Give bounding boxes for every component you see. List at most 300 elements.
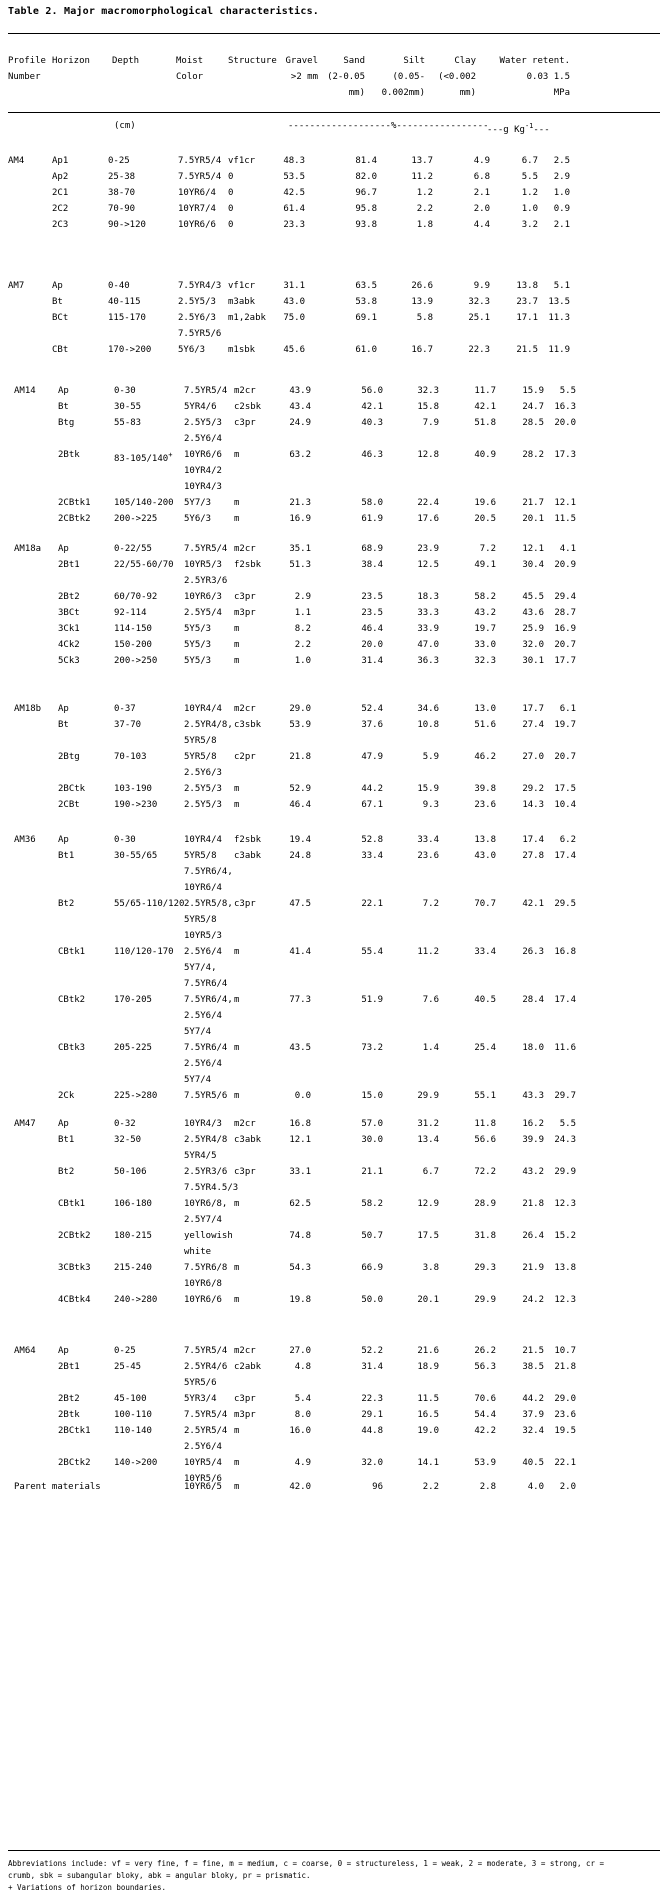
header-cell: Horizon [52,56,90,66]
horizon: Ap [58,835,69,845]
value-g: 43.9 [289,386,311,396]
depth [114,1295,157,1306]
value-g: 77.3 [289,995,311,1005]
value-w1: 32.0 [522,640,544,650]
value-si: 11.2 [417,947,439,957]
structure: m [234,1295,240,1305]
value-g: 74.8 [289,1231,311,1241]
value-sa: 52.8 [361,835,383,845]
header-cell: Sand [343,56,365,66]
value-cl: 53.9 [474,1458,496,1468]
structure: m [234,947,240,957]
value-si: 7.2 [422,899,439,909]
value-w2: 11.5 [554,514,576,524]
horizon: 2Bt2 [58,592,80,602]
value-cl: 11.8 [474,1119,496,1129]
depth-value: 110/120-170 [114,947,174,957]
value-cl: 2.0 [473,204,490,214]
depth [108,345,151,356]
value-w2: 19.7 [554,720,576,730]
depth-value: 0-37 [114,704,136,714]
depth-value: 45-100 [114,1394,147,1404]
value-sa: 42.1 [361,402,383,412]
value-cl: 23.6 [474,800,496,810]
value-w1: 6.7 [521,156,538,166]
value-w2: 2.9 [553,172,570,182]
value-si: 23.9 [417,544,439,554]
depth-value: 240->280 [114,1295,158,1305]
value-cl: 22.3 [468,345,490,355]
value-w1: 1.0 [521,204,538,214]
value-w1: 17.1 [516,313,538,323]
value-g: 75.0 [283,313,305,323]
value-sa: 93.8 [355,220,377,230]
header-cell: Depth [112,56,140,66]
unit-water-exponent: -1 [524,122,534,130]
depth-value: 83-105/140 [114,454,169,464]
value-g: 2.9 [294,592,311,602]
horizon: 2CBtk1 [58,498,91,508]
horizon: Btg [58,418,75,428]
horizon: 2Btk [58,1410,80,1420]
horizon: 2CBtk2 [58,514,91,524]
depth-value: 200->225 [114,514,158,524]
depth [114,608,147,619]
structure: m3pr [234,1410,256,1420]
value-si: 2.2 [422,1482,439,1492]
structure: m [234,450,240,460]
moist-color: yellowish [184,1231,233,1241]
structure: m [234,624,240,634]
depth [114,640,152,651]
depth-value: 60/70-92 [114,592,158,602]
footnote-line: crumb, sbk = subangular bloky, abk = angular bloky, pr = prismatic. [8,1871,311,1880]
value-cl: 72.2 [474,1167,496,1177]
value-si: 5.9 [422,752,439,762]
moist-color: 2.5Y5/4 [184,608,222,618]
moist-color: 7.5YR5/4 [184,1410,228,1420]
value-w1: 12.1 [522,544,544,554]
value-w2: 2.5 [553,156,570,166]
value-si: 16.7 [411,345,433,355]
value-w1: 29.2 [522,784,544,794]
moist-color: 10YR6/8 [184,1279,222,1289]
value-w1: 13.8 [516,281,538,291]
moist-color: 2.5Y5/3 [178,297,216,307]
value-cl: 32.3 [468,297,490,307]
value-g: 19.4 [289,835,311,845]
value-w2: 20.7 [554,640,576,650]
horizon: Bt [52,297,63,307]
value-w2: 16.8 [554,947,576,957]
structure: m1,2abk [228,313,266,323]
value-si: 7.9 [422,418,439,428]
structure: m [234,1426,240,1436]
moist-color: 7.5YR5/4 [178,172,222,182]
value-cl: 32.3 [474,656,496,666]
depth [114,899,184,910]
structure: 0 [228,220,234,230]
unit-percent: -------------------%----------------- [288,121,489,131]
profile-number: AM14 [14,386,36,396]
value-si: 14.1 [417,1458,439,1468]
value-w2: 6.2 [559,835,576,845]
horizon: 2Bt1 [58,560,80,570]
depth [114,1426,152,1437]
header-cell: mm) [459,88,476,98]
moist-color: 5YR4/5 [184,1151,217,1161]
value-w1: 28.5 [522,418,544,428]
depth [114,450,172,465]
depth-value: 32-50 [114,1135,142,1145]
value-cl: 54.4 [474,1410,496,1420]
moist-color: 2.5YR5/8, [184,899,233,909]
value-sa: 40.3 [361,418,383,428]
value-sa: 46.4 [361,624,383,634]
moist-color: 10YR4/4 [184,704,222,714]
value-si: 23.6 [417,851,439,861]
structure: c2pr [234,752,256,762]
moist-color: 5YR3/4 [184,1394,217,1404]
value-sa: 21.1 [361,1167,383,1177]
depth-value: 180-215 [114,1231,152,1241]
depth-value: 106-180 [114,1199,152,1209]
value-g: 54.3 [289,1263,311,1273]
value-si: 22.4 [417,498,439,508]
value-w1: 21.7 [522,498,544,508]
header-cell: Silt [403,56,425,66]
horizon: Ap [58,544,69,554]
structure: m [234,640,240,650]
value-si: 15.8 [417,402,439,412]
horizon: 4CBtk4 [58,1295,91,1305]
value-cl: 26.2 [474,1346,496,1356]
horizon: Ap [58,1119,69,1129]
depth-value: 55/65-110/120 [114,899,185,909]
value-g: 29.0 [289,704,311,714]
value-w1: 27.0 [522,752,544,762]
structure: m1sbk [228,345,256,355]
value-cl: 70.6 [474,1394,496,1404]
depth-value: 215-240 [114,1263,152,1273]
value-g: 4.9 [294,1458,311,1468]
value-cl: 40.5 [474,995,496,1005]
value-si: 11.2 [411,172,433,182]
value-si: 31.2 [417,1119,439,1129]
structure: m [234,1458,240,1468]
value-w1: 23.7 [516,297,538,307]
value-sa: 57.0 [361,1119,383,1129]
value-cl: 19.7 [474,624,496,634]
header-cell: Structure [228,56,277,66]
value-cl: 70.7 [474,899,496,909]
moist-color: 5YR5/8 [184,915,217,925]
value-w2: 17.4 [554,995,576,1005]
structure: c2sbk [234,402,262,412]
moist-color: 5Y7/4 [184,1075,212,1085]
value-cl: 9.9 [473,281,490,291]
value-sa: 52.2 [361,1346,383,1356]
value-si: 33.9 [417,624,439,634]
profile-number: AM18b [14,704,42,714]
horizon: 2BCtk1 [58,1426,91,1436]
depth-value: 114-150 [114,624,152,634]
value-w2: 5.5 [559,1119,576,1129]
value-w2: 10.7 [554,1346,576,1356]
value-g: 52.9 [289,784,311,794]
value-w2: 17.7 [554,656,576,666]
value-cl: 40.9 [474,450,496,460]
value-w2: 17.3 [554,450,576,460]
horizon: Ap [58,386,69,396]
value-w1: 21.5 [516,345,538,355]
value-g: 63.2 [289,450,311,460]
value-g: 62.5 [289,1199,311,1209]
value-cl: 33.4 [474,947,496,957]
value-sa: 23.5 [361,608,383,618]
header-cell: Color [176,72,204,82]
value-w2: 2.1 [553,220,570,230]
value-w2: 20.0 [554,418,576,428]
structure: m2cr [234,386,256,396]
depth [114,1043,152,1054]
header-cell: >2 mm [290,72,318,82]
depth [114,1135,141,1146]
value-si: 21.6 [417,1346,439,1356]
value-w2: 17.4 [554,851,576,861]
value-sa: 58.0 [361,498,383,508]
value-w2: 29.0 [554,1394,576,1404]
horizon: 2CBt [58,800,80,810]
value-w2: 1.0 [553,188,570,198]
horizon: CBtk1 [58,1199,86,1209]
value-w2: 11.6 [554,1043,576,1053]
value-g: 2.2 [294,640,311,650]
moist-color: 5YR5/6 [184,1378,217,1388]
value-cl: 51.6 [474,720,496,730]
depth [114,1346,136,1357]
value-w1: 3.2 [521,220,538,230]
value-w1: 1.2 [521,188,538,198]
profile-number: AM64 [14,1346,36,1356]
structure: c3pr [234,592,256,602]
header-cell: Water retent. [499,56,570,66]
depth-value: 0-32 [114,1119,136,1129]
value-w2: 0.9 [553,204,570,214]
value-w2: 5.1 [553,281,570,291]
moist-color: white [184,1247,212,1257]
unit-water-text: ---g Kg [487,125,525,135]
moist-color: 10YR6/5 [184,1482,222,1492]
moist-color: 2.5Y7/4 [184,1215,222,1225]
horizon: Bt1 [58,851,75,861]
structure: m2cr [234,1119,256,1129]
value-w1: 18.0 [522,1043,544,1053]
depth-value: 225->280 [114,1091,158,1101]
depth-value: 50-106 [114,1167,147,1177]
horizon: 2CBtk2 [58,1231,91,1241]
depth-value: 105/140-200 [114,498,174,508]
depth [114,560,174,571]
value-cl: 51.8 [474,418,496,428]
moist-color: 7.5YR6/8 [184,1263,228,1273]
structure: c3abk [234,851,262,861]
value-sa: 51.9 [361,995,383,1005]
value-w1: 43.3 [522,1091,544,1101]
depth [114,800,157,811]
horizon: CBtk3 [58,1043,86,1053]
depth-value: 205-225 [114,1043,152,1053]
horizon: Ap2 [52,172,69,182]
depth-value: 25-45 [114,1362,142,1372]
value-g: 61.4 [283,204,305,214]
value-w2: 29.4 [554,592,576,602]
value-cl: 43.2 [474,608,496,618]
value-w2: 29.7 [554,1091,576,1101]
value-w1: 24.7 [522,402,544,412]
value-w2: 11.3 [548,313,570,323]
depth [114,1119,136,1130]
moist-color: 10YR4/3 [184,1119,222,1129]
unit-water-tail: --- [533,125,550,135]
value-sa: 31.4 [361,656,383,666]
header-cell: Moist [176,56,204,66]
header-cell: 0.002mm) [381,88,425,98]
value-w2: 20.9 [554,560,576,570]
value-si: 1.2 [416,188,433,198]
moist-color: 5Y6/3 [178,345,206,355]
moist-color: 2.5Y5/3 [184,784,222,794]
structure: m [234,656,240,666]
moist-color: 2.5YR4/8, [184,720,233,730]
value-si: 17.5 [417,1231,439,1241]
depth-value: 0-25 [114,1346,136,1356]
profile-number: AM4 [8,156,25,166]
moist-color: 5YR5/8 [184,736,217,746]
structure: m2cr [234,544,256,554]
profile-number: AM7 [8,281,25,291]
value-w1: 17.4 [522,835,544,845]
value-g: 1.1 [294,608,311,618]
value-g: 19.8 [289,1295,311,1305]
depth-value: 25-38 [108,172,136,182]
value-w2: 4.1 [559,544,576,554]
header-cell: mm) [348,88,365,98]
value-cl: 31.8 [474,1231,496,1241]
depth [114,1458,157,1469]
structure: c3sbk [234,720,262,730]
value-w2: 16.9 [554,624,576,634]
horizon: Bt [58,402,69,412]
depth [114,1091,157,1102]
horizon: 2Ck [58,1091,75,1101]
depth-value: 70-103 [114,752,147,762]
value-w1: 24.2 [522,1295,544,1305]
value-cl: 13.0 [474,704,496,714]
value-cl: 39.8 [474,784,496,794]
value-w2: 15.2 [554,1231,576,1241]
horizon: 3CBtk3 [58,1263,91,1273]
header-cell: MPa [553,88,570,98]
horizon: CBtk2 [58,995,86,1005]
value-si: 19.0 [417,1426,439,1436]
header-cell: Profile [8,56,46,66]
depth-value: 0-30 [114,835,136,845]
depth [114,704,136,715]
value-si: 9.3 [422,800,439,810]
value-w2: 12.3 [554,1199,576,1209]
structure: 0 [228,204,234,214]
moist-color: 2.5Y6/4 [184,947,222,957]
depth [114,656,157,667]
value-w1: 15.9 [522,386,544,396]
value-cl: 49.1 [474,560,496,570]
moist-color: 5Y7/4, [184,963,217,973]
depth-value: 170-205 [114,995,152,1005]
value-sa: 44.2 [361,784,383,794]
horizon: Bt2 [58,1167,75,1177]
value-cl: 4.4 [473,220,490,230]
value-sa: 67.1 [361,800,383,810]
header-cell: Clay [454,56,476,66]
value-g: 21.3 [289,498,311,508]
footnote-line: Abbreviations include: vf = very fine, f = fine, m = medium, c = coarse, 0 = structureless, 1 = weak, 2 = moderate, 3 = strong, cr = [8,1859,605,1868]
value-sa: 20.0 [361,640,383,650]
depth-value: 22/55-60/70 [114,560,174,570]
value-g: 33.1 [289,1167,311,1177]
value-w1: 44.2 [522,1394,544,1404]
depth [114,784,152,795]
moist-color: 10YR6/6 [178,220,216,230]
moist-color: 5Y5/3 [184,640,212,650]
depth [108,313,146,324]
structure: m [234,1043,240,1053]
value-si: 12.9 [417,1199,439,1209]
unit-water [487,121,550,136]
structure: m3abk [228,297,256,307]
value-g: 23.3 [283,220,305,230]
moist-color: 5YR4/6 [184,402,217,412]
horizon: 2C2 [52,204,69,214]
value-w2: 24.3 [554,1135,576,1145]
value-si: 15.9 [417,784,439,794]
value-w1: 25.9 [522,624,544,634]
horizon: Bt [58,720,69,730]
horizon: 4Ck2 [58,640,80,650]
value-w1: 45.5 [522,592,544,602]
value-w2: 13.5 [548,297,570,307]
depth-value: 115-170 [108,313,146,323]
value-sa: 53.8 [355,297,377,307]
value-cl: 33.0 [474,640,496,650]
moist-color: 2.5Y6/4 [184,1442,222,1452]
depth-value: 0-25 [108,156,130,166]
depth-value: 90->120 [108,220,146,230]
depth [114,498,174,509]
moist-color: 2.5YR4/8 [184,1135,228,1145]
horizon: 2C3 [52,220,69,230]
moist-color: 2.5YR4/6 [184,1362,228,1372]
value-g: 4.8 [294,1362,311,1372]
value-si: 13.7 [411,156,433,166]
horizon: Ap [58,1346,69,1356]
moist-color: 10YR5/3 [184,931,222,941]
value-cl: 29.9 [474,1295,496,1305]
value-g: 16.0 [289,1426,311,1436]
horizon: Bt2 [58,899,75,909]
value-g: 24.8 [289,851,311,861]
value-cl: 56.3 [474,1362,496,1372]
